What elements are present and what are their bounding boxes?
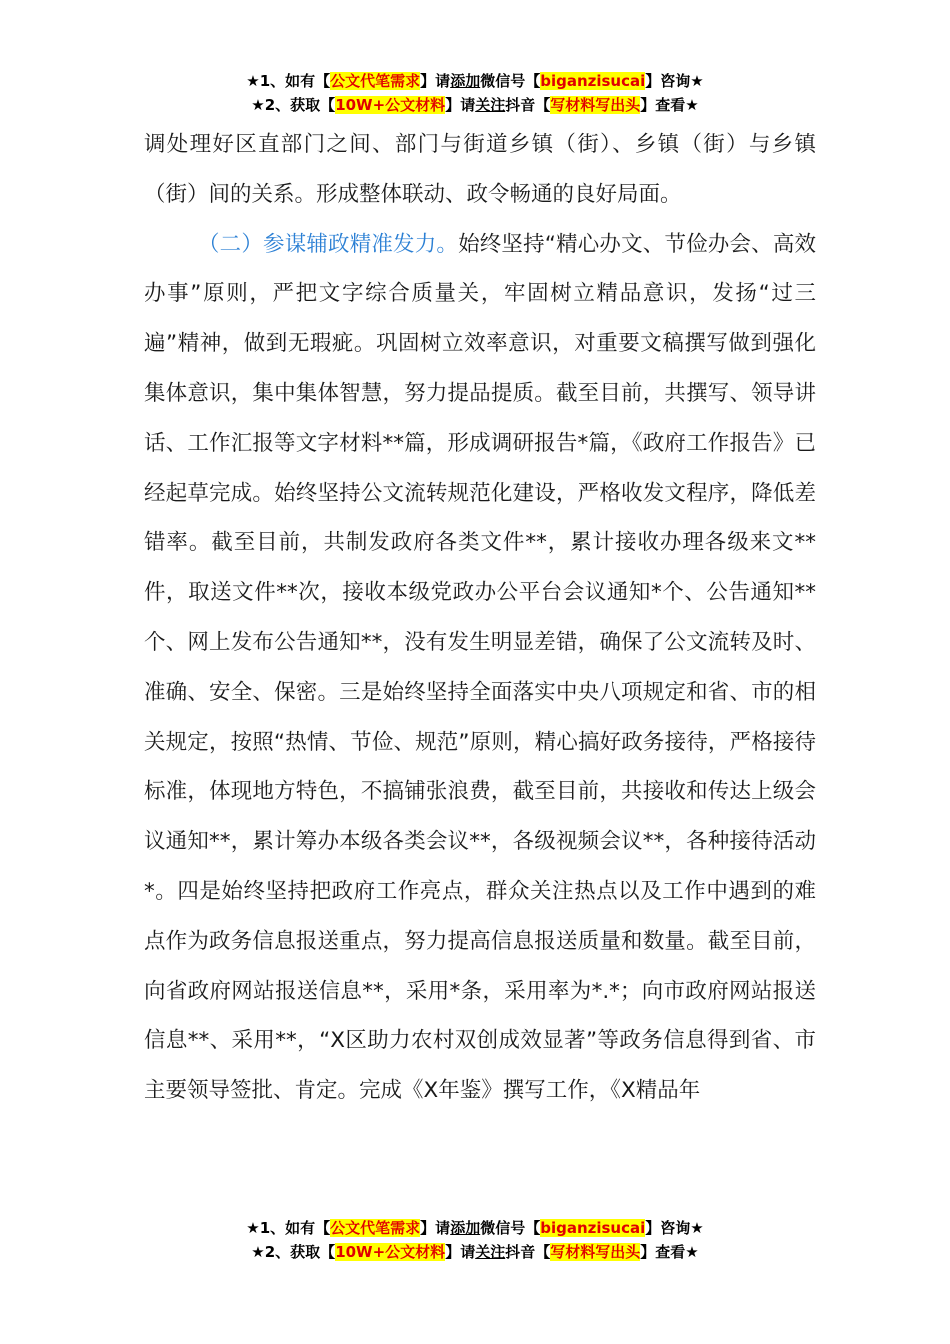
banner-line-1 — [0, 1216, 950, 1240]
banner-highlight: 写材料写出头 — [550, 1243, 641, 1261]
banner-text: ★1、如有【 — [246, 1219, 331, 1237]
banner-text: 】请 — [420, 1219, 451, 1237]
banner-text: 】请 — [445, 96, 476, 114]
banner-highlight: 10W+公文材料 — [335, 1243, 446, 1261]
banner-wechat-id: biganzisucai — [540, 72, 646, 90]
banner-text: 微信号【 — [480, 1219, 541, 1237]
banner-underlined: 关注 — [475, 1243, 506, 1261]
banner-wechat-id: biganzisucai — [540, 1219, 646, 1237]
paragraph-1: 调处理好区直部门之间、部门与街道乡镇（街）、乡镇（街）与乡镇（街）间的关系。形成整体联动、政令畅通的良好局面。 — [144, 132, 816, 207]
banner-line-2 — [0, 93, 950, 117]
banner-text: 抖音【 — [505, 1243, 551, 1261]
banner-text: ★2、获取【 — [251, 1243, 336, 1261]
banner-line-1 — [0, 69, 950, 93]
banner-highlight: 10W+公文材料 — [335, 96, 446, 114]
banner-text: 抖音【 — [505, 96, 551, 114]
banner-highlight: 公文代笔需求 — [330, 72, 421, 90]
banner-text: 】查看★ — [640, 1243, 699, 1261]
banner-text: ★1、如有【 — [246, 72, 331, 90]
paragraph-2-text: 始终坚持“精心办文、节俭办会、高效办事”原则，严把文字综合质量关，牢固树立精品意识，发扬“过三遍”精神，做到无瑕疵。巩固树立效率意识，对重要文稿撰写做到强化集体意识，集中集体智慧，努力提品提质。截至目前，共撰写、领导讲话、工作汇报等文字材料**篇，形成调研报告*篇，《政府工作报告》已经起草完成。始终坚持公文流转规范化建设，严格收发文程序，降低差错率。截至目前，共制发政府各类文件**，累计接收办理各级来文**件，取送文件**次，接收本级党政办公平台会议通知*个、公告通知**个、网上发布公告通知**，没有发生明显差错，确保了公文流转及时、准确、安全、保密。三是始终坚持全面落实中央八项规定和省、市的相关规定，按照“热情、节俭、规范”原则，精心搞好政务接待，严格接待标准，体现地方特色，不搞铺张浪费，截至目前，共接收和传达上级会议通知**，累计筹办本级各类会议**，各级视频会议**，各种接待活动*。四是始终坚持把政府工作亮点，群众关注热点以及工作中遇到的难点作为政务信息报送重点，努力提高信息报送质量和数量。截至目前，向省政府网站报送信息**，采用*条，采用率为*.*；向市政府网站报送信息**、采用**，“X区助力农村双创成效显著”等政务信息得到省、市主要领导签批、肯定。完成《X年鉴》撰写工作，《X精品年 — [144, 231, 816, 1104]
banner-text: 微信号【 — [480, 72, 541, 90]
section-heading: （二）参谋辅政精准发力。 — [198, 231, 459, 257]
banner-text: 】查看★ — [640, 96, 699, 114]
paragraph-2 — [144, 220, 816, 1116]
banner-text: ★2、获取【 — [251, 96, 336, 114]
banner-underlined: 关注 — [475, 96, 506, 114]
banner-underlined: 添加 — [450, 72, 481, 90]
banner-line-2 — [0, 1240, 950, 1264]
top-banner — [0, 69, 950, 117]
banner-highlight: 写材料写出头 — [550, 96, 641, 114]
banner-text: 】咨询★ — [645, 1219, 704, 1237]
bottom-banner — [0, 1216, 950, 1264]
banner-text: 】咨询★ — [645, 72, 704, 90]
banner-underlined: 添加 — [450, 1219, 481, 1237]
document-body — [144, 120, 816, 1116]
banner-highlight: 公文代笔需求 — [330, 1219, 421, 1237]
banner-text: 】请 — [420, 72, 451, 90]
banner-text: 】请 — [445, 1243, 476, 1261]
